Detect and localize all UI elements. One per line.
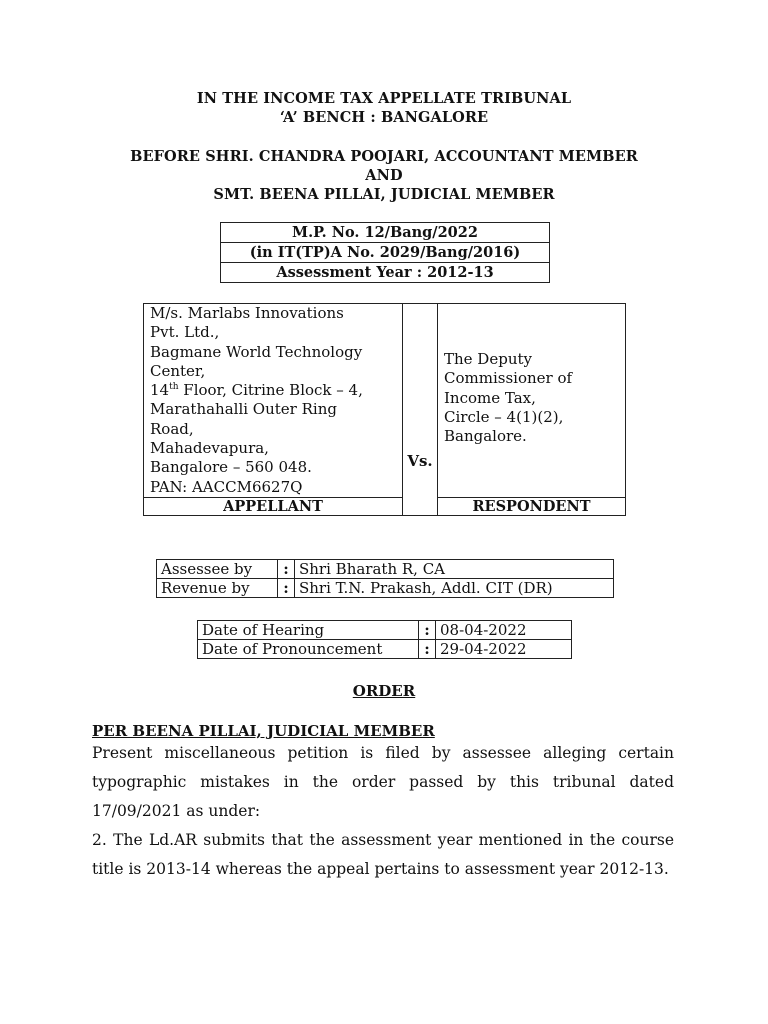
hearing-label: Date of Hearing xyxy=(198,621,419,640)
respondent-line: Commissioner of xyxy=(444,369,573,388)
pronouncement-date: 29-04-2022 xyxy=(436,640,572,659)
appellant-line: M/s. Marlabs Innovations xyxy=(150,304,344,322)
order-heading: ORDER xyxy=(352,682,416,700)
pronouncement-label: Date of Pronouncement xyxy=(198,640,419,659)
revenue-label: Revenue by xyxy=(157,579,278,598)
respondent-line: Income Tax, xyxy=(444,388,536,407)
appellant-pan: PAN: AACCM6627Q xyxy=(150,477,303,496)
appellant-line: Pvt. Ltd., xyxy=(150,323,220,342)
appellant-line-floor: 14th Floor, Citrine Block – 4, xyxy=(150,381,363,400)
appellant-line: Mahadevapura, xyxy=(150,439,269,458)
representation-table xyxy=(156,559,614,598)
per-member: PER BEENA PILLAI, JUDICIAL MEMBER xyxy=(92,722,435,740)
colon: : xyxy=(419,640,436,659)
colon: : xyxy=(419,621,436,640)
bench-title: ‘A’ BENCH : BANGALORE xyxy=(279,109,489,126)
paragraph-2: 2. The Ld.AR submits that the assessment year mentioned in the course title is 2013-14 whereas the appeal pertains to assessment year 2012-13. xyxy=(92,831,674,878)
colon: : xyxy=(278,560,295,579)
paragraph-1: Present miscellaneous petition is filed by assessee alleging certain typographic mistakes in the order passed by this tribunal dated 17/09/2021 as under: xyxy=(92,744,674,820)
assessment-year: Assessment Year : 2012-13 xyxy=(221,263,550,283)
assessee-label: Assessee by xyxy=(157,560,278,579)
case-number-table xyxy=(220,222,550,283)
accountant-member: BEFORE SHRI. CHANDRA POOJARI, ACCOUNTANT MEMBER xyxy=(130,148,638,165)
respondent-line: Circle – 4(1)(2), xyxy=(444,407,564,426)
respondent-label: RESPONDENT xyxy=(438,497,626,515)
respondent-cell xyxy=(438,304,626,498)
and-separator: AND xyxy=(365,167,403,184)
appellant-line: Bangalore – 560 048. xyxy=(150,458,312,477)
judicial-member: SMT. BEENA PILLAI, JUDICIAL MEMBER xyxy=(213,186,555,203)
appellant-label: APPELLANT xyxy=(144,497,403,515)
mp-number: M.P. No. 12/Bang/2022 xyxy=(221,223,550,243)
appellant-line: Center, xyxy=(150,361,206,380)
appellant-line: Bagmane World Technology xyxy=(150,342,363,361)
dates-table xyxy=(197,620,572,659)
tribunal-title: IN THE INCOME TAX APPELLATE TRIBUNAL xyxy=(196,90,572,107)
assessee-value: Shri Bharath R, CA xyxy=(295,560,614,579)
appellant-cell xyxy=(144,304,403,498)
revenue-value: Shri T.N. Prakash, Addl. CIT (DR) xyxy=(295,579,614,598)
respondent-line: The Deputy xyxy=(444,350,532,368)
hearing-date: 08-04-2022 xyxy=(436,621,572,640)
appellant-line: Road, xyxy=(150,419,194,438)
versus: Vs. xyxy=(403,304,438,516)
respondent-line: Bangalore. xyxy=(444,427,527,446)
appeal-reference: (in IT(TP)A No. 2029/Bang/2016) xyxy=(221,243,550,263)
appellant-line: Marathahalli Outer Ring xyxy=(150,400,337,419)
colon: : xyxy=(278,579,295,598)
parties-table xyxy=(143,303,626,516)
